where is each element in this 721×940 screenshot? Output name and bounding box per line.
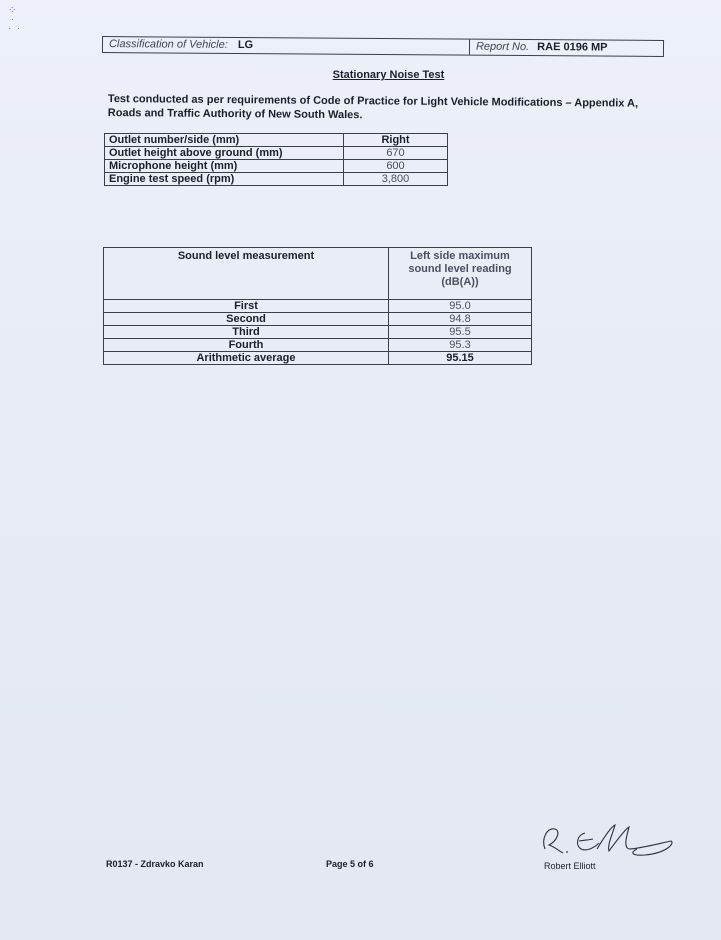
intro-paragraph: Test conducted as per requirements of Code of Practice for Light Vehicle Modifications – Appendix A, Roads and Traffic Authority of New South Wales.	[107, 92, 639, 122]
average-row	[104, 352, 532, 365]
sound-header-reading: Left side maximum sound level reading (dB(A))	[389, 248, 532, 300]
measurement-label: Second	[104, 313, 389, 326]
setup-value: 600	[344, 160, 448, 173]
table-header-row	[104, 248, 532, 300]
measurement-value: 95.0	[389, 300, 532, 313]
table-row	[104, 326, 532, 339]
setup-label: Outlet height above ground (mm)	[105, 147, 344, 160]
measurement-label: Fourth	[104, 339, 389, 352]
page-title: Stationary Noise Test	[332, 69, 445, 81]
measurement-value: 95.5	[389, 326, 532, 339]
report-number-label: Report No.	[475, 40, 530, 54]
table-row	[104, 313, 532, 326]
classification-field	[109, 37, 253, 53]
setup-table	[104, 133, 448, 186]
signature-image	[533, 819, 679, 861]
table-row	[105, 160, 448, 173]
footer-page-number: Page 5 of 6	[326, 859, 374, 869]
table-row	[104, 339, 532, 352]
table-row	[105, 173, 448, 186]
setup-value: 670	[344, 147, 448, 160]
setup-value: 3,800	[344, 173, 448, 186]
classification-value: LG	[237, 38, 254, 52]
classification-label: Classification of Vehicle:	[108, 38, 228, 51]
table-row	[105, 134, 448, 147]
sound-level-table	[103, 247, 532, 365]
measurement-label: Third	[104, 326, 389, 339]
table-row	[104, 300, 532, 313]
average-value: 95.15	[389, 352, 532, 365]
measurement-value: 94.8	[389, 313, 532, 326]
measurement-value: 95.3	[389, 339, 532, 352]
header-box	[102, 36, 664, 57]
average-label: Arithmetic average	[104, 352, 389, 365]
scan-specks: ⁘ · · ·	[8, 5, 21, 34]
report-number-value: RAE 0196 MP	[537, 41, 608, 54]
measurement-label: First	[104, 300, 389, 313]
setup-label: Outlet number/side (mm)	[105, 134, 344, 147]
footer-signatory-name: Robert Elliott	[544, 861, 596, 871]
table-row	[105, 147, 448, 160]
sound-header-measurement: Sound level measurement	[104, 248, 389, 300]
setup-label: Engine test speed (rpm)	[105, 173, 344, 186]
report-number-field	[469, 40, 608, 56]
footer-document-code: R0137 - Zdravko Karan	[106, 859, 204, 869]
setup-label: Microphone height (mm)	[105, 160, 344, 173]
setup-value: Right	[344, 134, 448, 147]
